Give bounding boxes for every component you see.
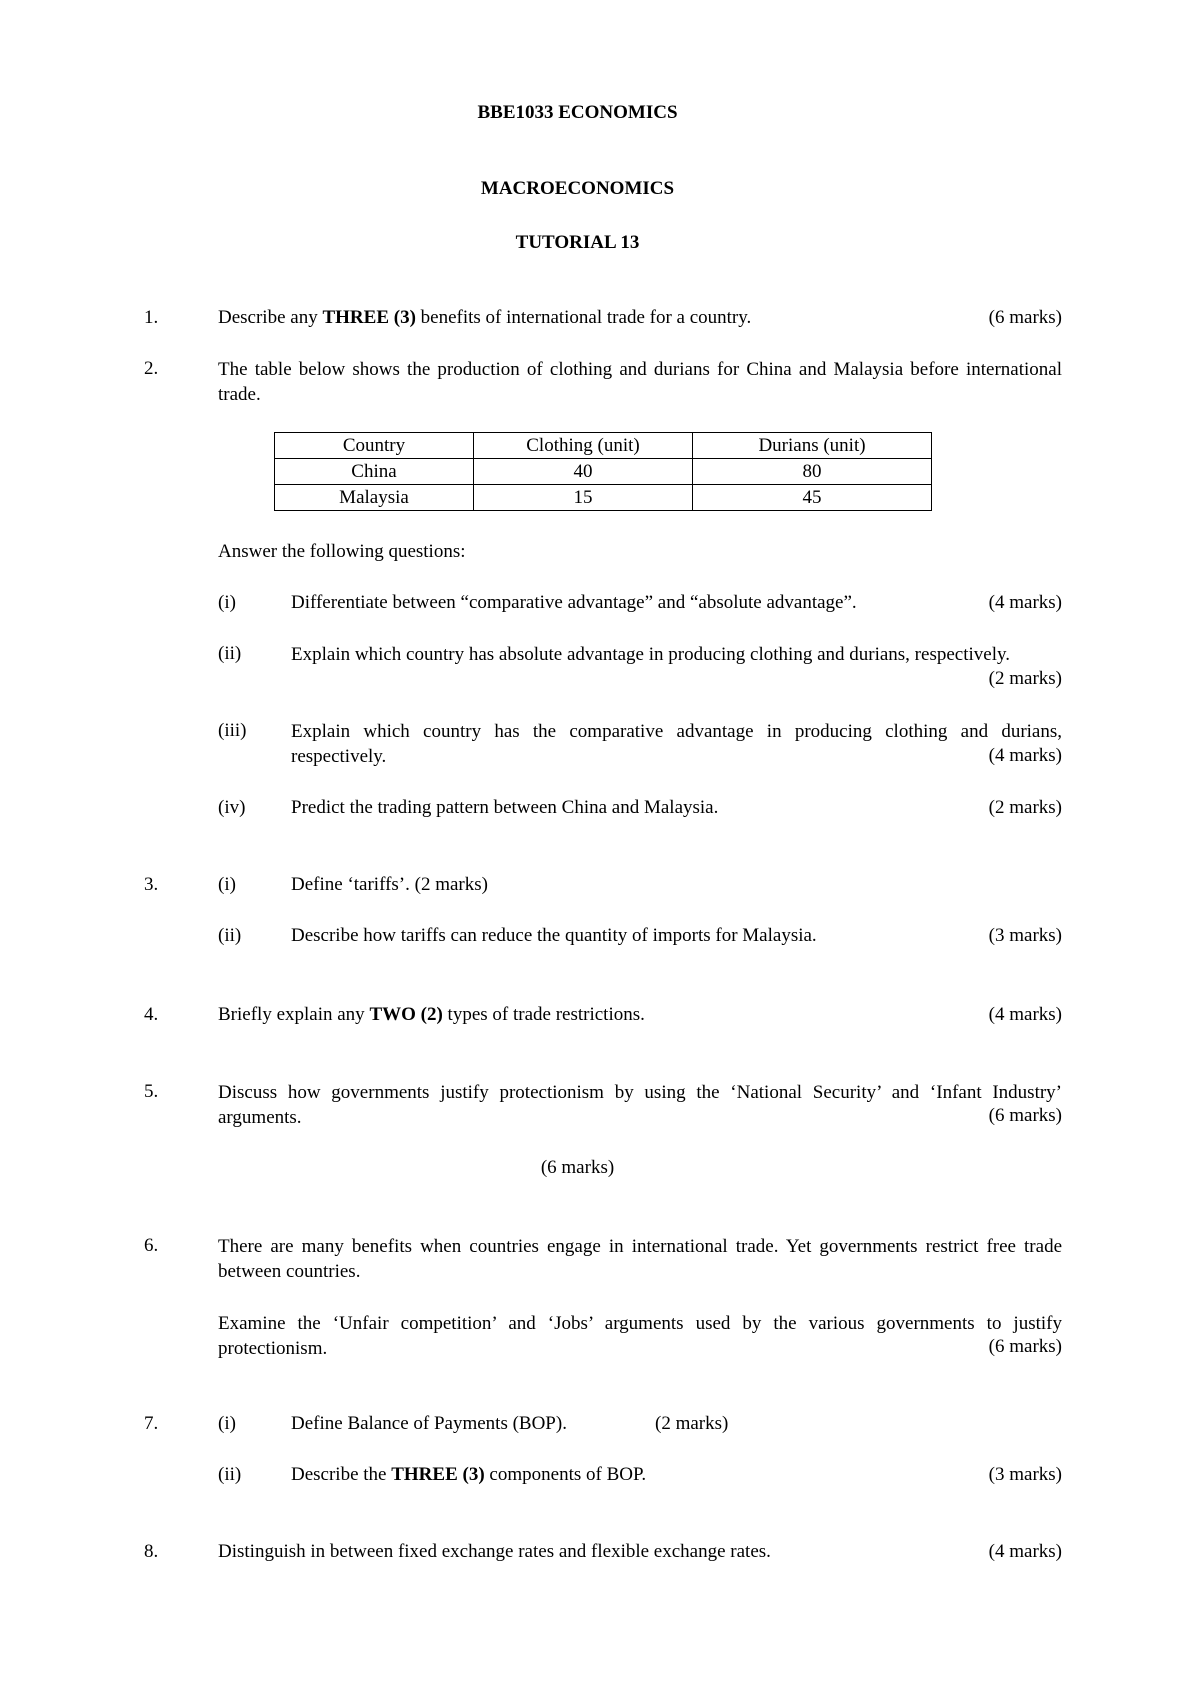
question-text: The table below shows the production of clothing and durians for China and Malaysia before international trade. — [218, 359, 1062, 405]
question-text: Discuss how governments justify protectionism by using the ‘National Security’ and ‘Infant Industry’ arguments. — [218, 1082, 1062, 1128]
part-label: (ii) — [218, 925, 242, 946]
marks: (3 marks) — [988, 925, 1062, 946]
part-label: (iii) — [218, 720, 247, 741]
part-label: (i) — [218, 1413, 236, 1434]
question-number: 7. — [144, 1413, 159, 1434]
question-number: 3. — [144, 874, 159, 895]
instruction-text: Answer the following questions: — [218, 541, 466, 562]
extra-marks: (6 marks) — [540, 1157, 615, 1178]
table-cell: 40 — [474, 459, 693, 485]
subject-title: MACROECONOMICS — [480, 178, 675, 199]
marks: (2 marks) — [988, 797, 1062, 818]
marks: (4 marks) — [988, 1004, 1062, 1025]
table-cell: 15 — [474, 485, 693, 511]
tutorial-title: TUTORIAL 13 — [515, 232, 640, 253]
course-title: BBE1033 ECONOMICS — [477, 102, 678, 123]
marks: (2 marks) — [988, 668, 1062, 689]
part-text: Define ‘tariffs’. (2 marks) — [291, 874, 488, 895]
question-number: 2. — [144, 358, 159, 379]
question-text: Examine the ‘Unfair competition’ and ‘Jobs’ arguments used by the various governments to justify protectionism. — [218, 1313, 1062, 1359]
marks: (4 marks) — [988, 745, 1062, 766]
table-cell: China — [275, 459, 474, 485]
question-number: 8. — [144, 1541, 159, 1562]
part-label: (i) — [218, 592, 236, 613]
table-header-cell: Country — [275, 433, 474, 459]
part-text: Describe how tariffs can reduce the quantity of imports for Malaysia. — [291, 925, 817, 946]
table-cell: Malaysia — [275, 485, 474, 511]
marks: (6 marks) — [988, 1105, 1062, 1126]
marks: (6 marks) — [988, 1336, 1062, 1357]
marks: (3 marks) — [988, 1464, 1062, 1485]
table-header-cell: Clothing (unit) — [474, 433, 693, 459]
question-text: Briefly explain any TWO (2) types of trade restrictions. — [218, 1004, 645, 1025]
part-text: Explain which country has the comparative advantage in producing clothing and durians, respectively. — [291, 721, 1062, 767]
part-label: (i) — [218, 874, 236, 895]
question-text: There are many benefits when countries engage in international trade. Yet governments restrict free trade between countries. — [218, 1236, 1062, 1282]
part-text: Predict the trading pattern between China and Malaysia. — [291, 797, 719, 818]
table-row — [275, 485, 932, 511]
question-number: 6. — [144, 1235, 159, 1256]
marks: (6 marks) — [988, 307, 1062, 328]
question-number: 1. — [144, 307, 159, 328]
table-row — [275, 459, 932, 485]
table-header-row — [275, 433, 932, 459]
part-label: (ii) — [218, 643, 242, 664]
part-label: (iv) — [218, 797, 246, 818]
part-text: Explain which country has absolute advantage in producing clothing and durians, respectively. — [291, 644, 1010, 665]
part-text: Describe the THREE (3) components of BOP. — [291, 1464, 647, 1485]
table-cell: 80 — [693, 459, 932, 485]
question-text: Describe any THREE (3) benefits of international trade for a country. — [218, 307, 752, 328]
question-number: 5. — [144, 1081, 159, 1102]
table-cell: 45 — [693, 485, 932, 511]
marks: (4 marks) — [988, 592, 1062, 613]
production-table — [274, 432, 932, 511]
question-text: Distinguish in between fixed exchange rates and flexible exchange rates. — [218, 1541, 771, 1562]
question-number: 4. — [144, 1004, 159, 1025]
part-text: Define Balance of Payments (BOP). — [291, 1413, 567, 1434]
part-label: (ii) — [218, 1464, 242, 1485]
part-text: Differentiate between “comparative advantage” and “absolute advantage”. — [291, 592, 857, 613]
marks: (2 marks) — [655, 1413, 729, 1434]
marks: (4 marks) — [988, 1541, 1062, 1562]
table-header-cell: Durians (unit) — [693, 433, 932, 459]
